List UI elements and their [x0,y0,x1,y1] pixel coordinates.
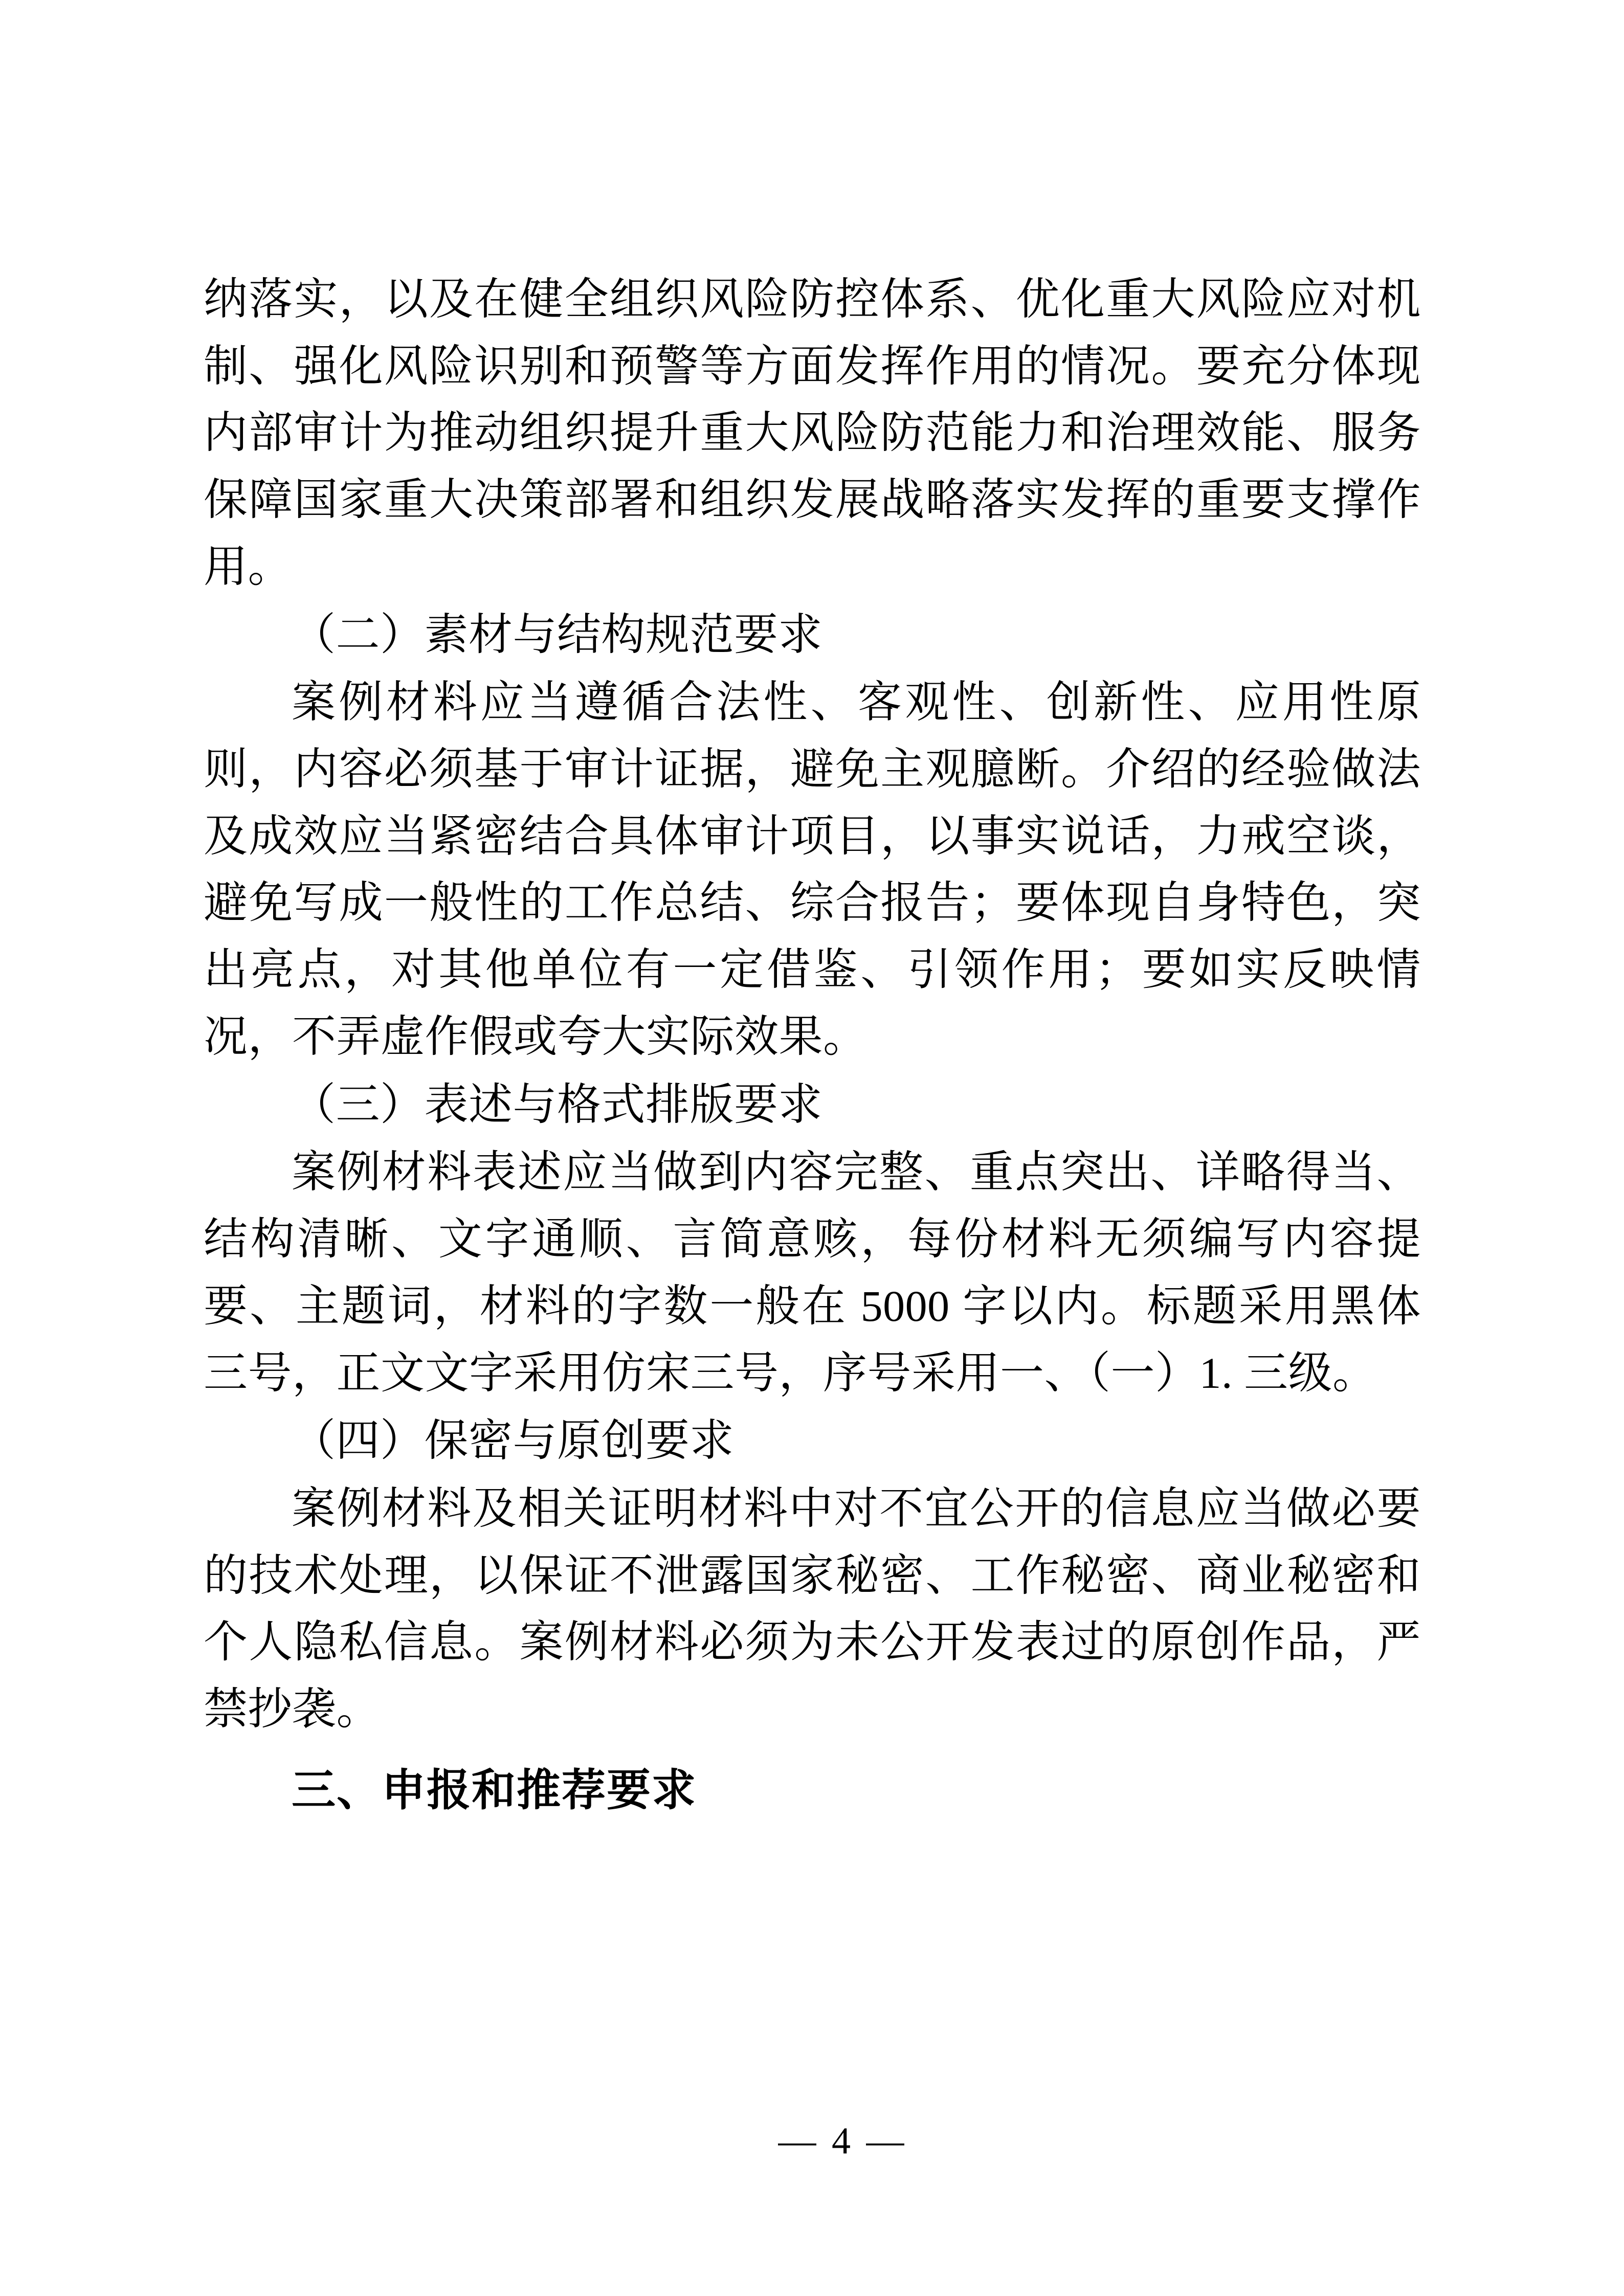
page-number: — 4 — [778,2120,907,2162]
section-heading-three: 三、申报和推荐要求 [292,1764,697,1816]
subsection-heading-3: （三）表述与格式排版要求 [292,1079,822,1129]
paragraph-continued: 纳落实，以及在健全组织风险防控体系、优化重大风险应对机制、强化风险识别和预警等方面发挥作用的情况。要充分体现内部审计为推动组织提升重大风险防范能力和治理效能、服务保障国家重大决策部署和组织发展战略落实发挥的重要支撑作用。 [204,275,1421,591]
page-body [204,266,1421,1827]
paragraph-confidentiality: 案例材料及相关证明材料中对不宜公开的信息应当做必要的技术处理，以保证不泄露国家秘密、工作秘密、商业秘密和个人隐私信息。案例材料必须为未公开发表过的原创作品，严禁抄袭。 [204,1483,1421,1734]
paragraph-format-requirements: 案例材料表述应当做到内容完整、重点突出、详略得当、结构清晰、文字通顺、言简意赅，每份材料无须编写内容提要、主题词，材料的字数一般在 5000 字以内。标题采用黑体三号，正文文字采用仿宋三号，序号采用一、（一）1. 三级。 [204,1147,1421,1398]
page-footer [0,2120,1624,2163]
paragraph-material-standards: 案例材料应当遵循合法性、客观性、创新性、应用性原则，内容必须基于审计证据，避免主观臆断。介绍的经验做法及成效应当紧密结合具体审计项目，以事实说话，力戒空谈，避免写成一般性的工作总结、综合报告；要体现自身特色，突出亮点，对其他单位有一定借鉴、引领作用；要如实反映情况，不弄虚作假或夸大实际效果。 [204,678,1421,1061]
subsection-heading-2: （二）素材与结构规范要求 [292,610,822,659]
subsection-heading-4: （四）保密与原创要求 [292,1416,734,1466]
